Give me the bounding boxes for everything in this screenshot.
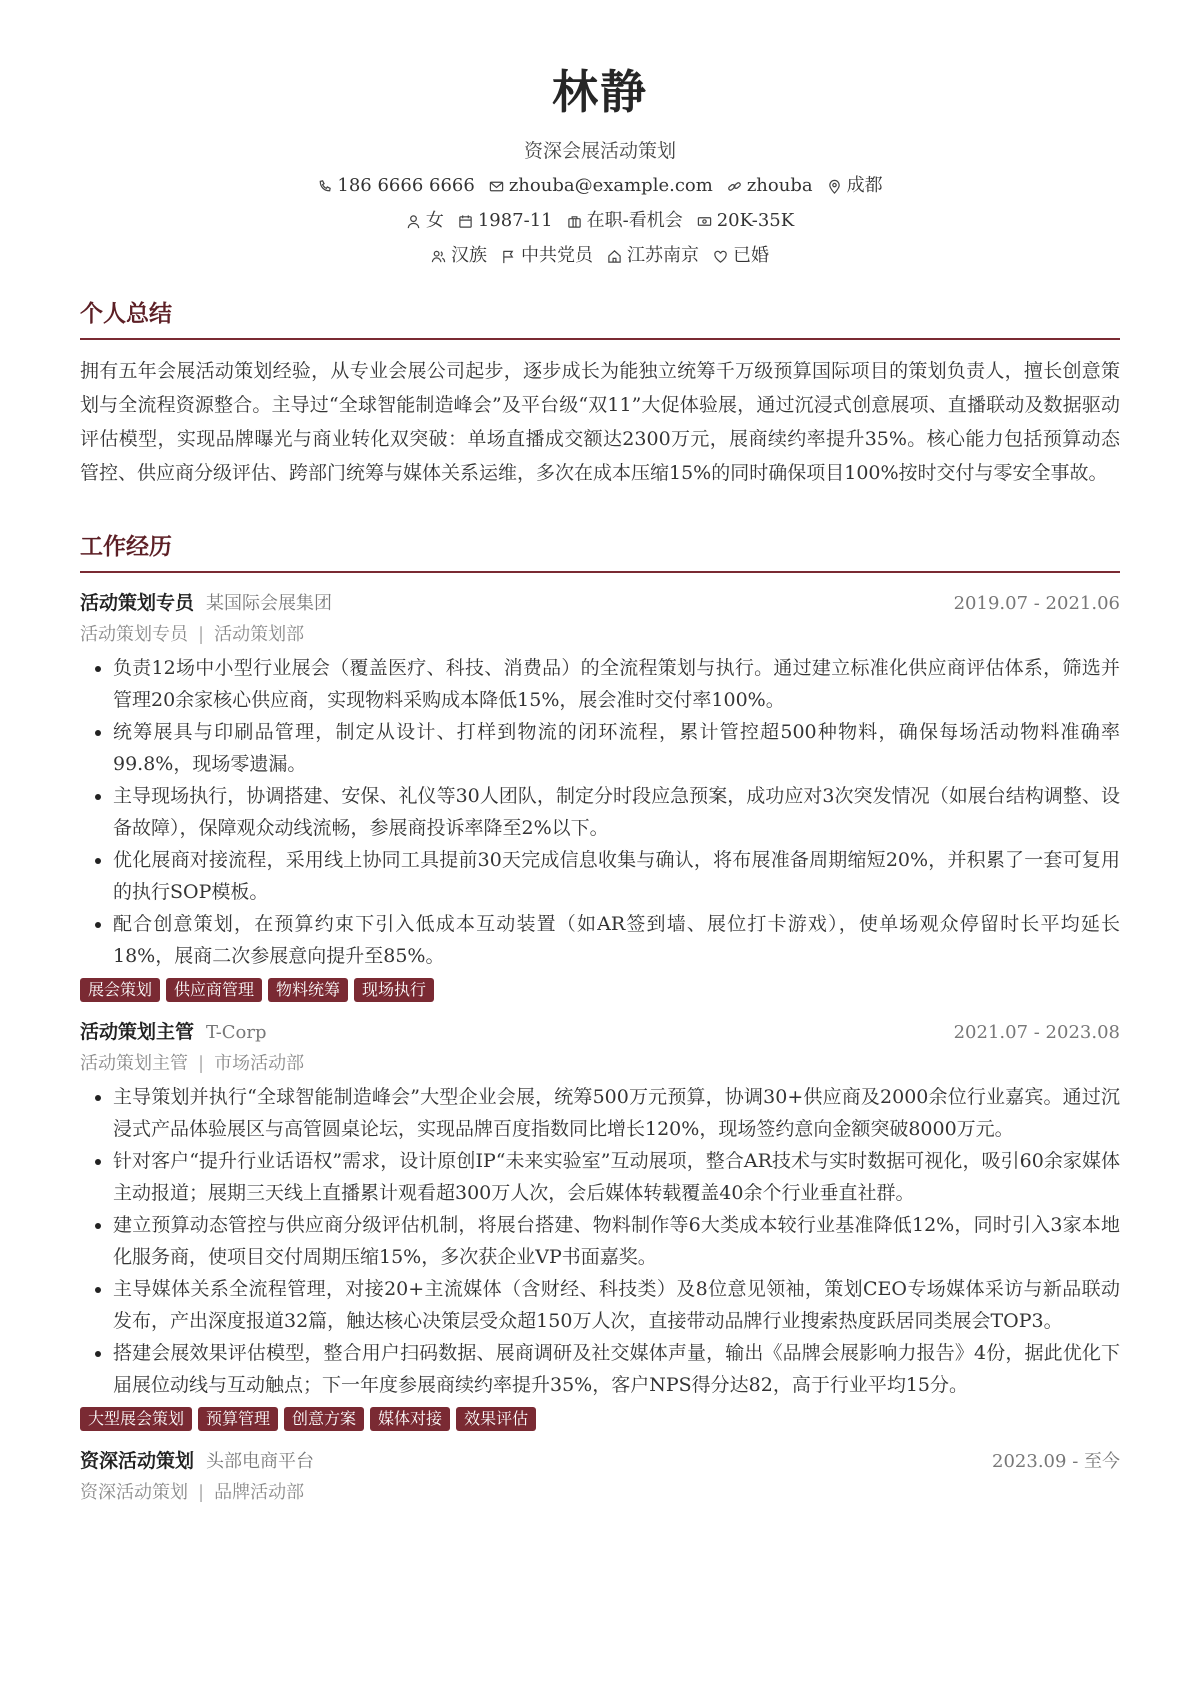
skill-tag: 预算管理 xyxy=(198,1407,278,1431)
resume-header xyxy=(80,0,1120,269)
job-department: 活动策划部 xyxy=(214,624,305,645)
flag-icon xyxy=(501,249,516,264)
heart-icon xyxy=(713,249,728,264)
people-icon xyxy=(431,249,446,264)
job-bullets xyxy=(80,1081,1120,1401)
job-title: 资深活动策划 xyxy=(80,1450,195,1472)
summary-heading: 个人总结 xyxy=(80,299,1120,340)
salary-text: 20K-35K xyxy=(716,210,795,231)
status-item xyxy=(567,208,683,234)
marital-text: 已婚 xyxy=(733,245,769,266)
link-icon xyxy=(727,179,742,194)
work-heading: 工作经历 xyxy=(80,532,1120,573)
status-text: 在职-看机会 xyxy=(586,210,683,231)
skill-tag: 展会策划 xyxy=(80,978,160,1002)
job-department: 品牌活动部 xyxy=(214,1482,305,1503)
job-subtitle xyxy=(80,1478,1120,1508)
candidate-title: 资深会展活动策划 xyxy=(523,140,676,162)
city-text: 成都 xyxy=(846,175,883,196)
email-item xyxy=(489,173,713,199)
job-entry xyxy=(80,1016,1120,1431)
work-section xyxy=(80,532,1120,1508)
skill-tag: 创意方案 xyxy=(284,1407,364,1431)
company-name: 某国际会展集团 xyxy=(206,593,333,614)
skill-tags xyxy=(80,978,1120,1002)
bullet-item: • 建立预算动态管控与供应商分级评估机制，将展台搭建、物料制作等6大类成本较行业基准降低12%，同时引入3家本地化服务商，使项目交付周期压缩15%，多次获企业VP书面嘉奖。 xyxy=(113,1209,1120,1273)
bullet-item: • 配合创意策划，在预算约束下引入低成本互动装置（如AR签到墙、展位打卡游戏），使单场观众停留时长平均延长18%，展商二次参展意向提升至85%。 xyxy=(113,908,1120,972)
personal-line xyxy=(80,208,1120,234)
birth-text: 1987-11 xyxy=(477,210,553,231)
bullet-item: • 搭建会展效果评估模型，整合用户扫码数据、展商调研及社交媒体声量，输出《品牌会展影响力报告》4份，据此优化下届展位动线与互动触点；下一年度参展商续约率提升35%，客户NPS得分达82，高于行业平均15分。 xyxy=(113,1337,1120,1401)
separator: | xyxy=(198,624,205,645)
job-title: 活动策划专员 xyxy=(80,592,195,614)
bullet-item: • 主导现场执行，协调搭建、安保、礼仪等30人团队，制定分时段应急预案，成功应对3次突发情况（如展台结构调整、设备故障），保障观众动线流畅，参展商投诉率降至2%以下。 xyxy=(113,780,1120,844)
bullet-item: • 负责12场中小型行业展会（覆盖医疗、科技、消费品）的全流程策划与执行。通过建立标准化供应商评估体系，筛选并管理20余家核心供应商，实现物料采购成本降低15%，展会准时交付率100%。 xyxy=(113,652,1120,716)
summary-section xyxy=(80,299,1120,490)
birth-item xyxy=(458,208,553,234)
separator: | xyxy=(198,1482,205,1503)
email-text: zhouba@example.com xyxy=(508,175,713,196)
ethnicity-item xyxy=(431,243,487,269)
city-item xyxy=(827,173,883,199)
gender-item xyxy=(406,208,444,234)
skill-tag: 物料统筹 xyxy=(268,978,348,1002)
mail-icon xyxy=(489,179,504,194)
home-icon xyxy=(607,249,622,264)
phone-item xyxy=(317,173,474,199)
skill-tags xyxy=(80,1407,1120,1431)
job-header xyxy=(80,587,1120,620)
summary-text: 拥有五年会展活动策划经验，从专业会展公司起步，逐步成长为能独立统筹千万级预算国际项目的策划负责人，擅长创意策划与全流程资源整合。主导过“全球智能制造峰会”及平台级“双11”大促体验展，通过沉浸式创意展项、直播联动及数据驱动评估模型，实现品牌曝光与商业转化双突破：单场直播成交额达2300万元，展商续约率提升35%。核心能力包括预算动态管控、供应商分级评估、跨部门统筹与媒体关系运维，多次在成本压缩15%的同时确保项目100%按时交付与零安全事故。 xyxy=(80,360,1120,484)
job-title: 活动策划主管 xyxy=(80,1021,195,1043)
candidate-name: 林静 xyxy=(552,65,648,119)
skill-tag: 媒体对接 xyxy=(370,1407,450,1431)
location-icon xyxy=(827,179,842,194)
skill-tag: 现场执行 xyxy=(354,978,434,1002)
job-header xyxy=(80,1016,1120,1049)
job-subtitle xyxy=(80,1049,1120,1079)
hometown-text: 江苏南京 xyxy=(627,245,699,266)
politics-text: 中共党员 xyxy=(521,245,593,266)
bullet-item: • 针对客户“提升行业话语权”需求，设计原创IP“未来实验室”互动展项，整合AR技术与实时数据可视化，吸引60余家媒体主动报道；展期三天线上直播累计观看超300万人次，会后媒体转载覆盖40余个行业垂直社群。 xyxy=(113,1145,1120,1209)
job-entry xyxy=(80,587,1120,1002)
briefcase-icon xyxy=(567,214,582,229)
user-icon xyxy=(406,214,421,229)
job-department: 市场活动部 xyxy=(214,1053,305,1074)
job-dates: 2021.07 - 2023.08 xyxy=(953,1022,1120,1043)
hometown-item xyxy=(607,243,699,269)
job-header xyxy=(80,1445,1120,1478)
company-name: 头部电商平台 xyxy=(206,1451,315,1472)
skill-tag: 大型展会策划 xyxy=(80,1407,192,1431)
job-role: 活动策划专员 xyxy=(80,624,188,645)
job-entry xyxy=(80,1445,1120,1508)
skill-tag: 效果评估 xyxy=(456,1407,536,1431)
bullet-item: • 主导策划并执行“全球智能制造峰会”大型企业会展，统筹500万元预算，协调30+供应商及2000余位行业嘉宾。通过沉浸式产品体验展区与高管圆桌论坛，实现品牌百度指数同比增长120%，现场签约意向金额突破8000万元。 xyxy=(113,1081,1120,1145)
money-icon xyxy=(697,214,712,229)
politics-item xyxy=(501,243,593,269)
phone-text: 186 6666 6666 xyxy=(337,175,475,196)
extra-line xyxy=(80,243,1120,269)
marital-item xyxy=(713,243,769,269)
contact-line xyxy=(80,173,1120,199)
bullet-item: • 统筹展具与印刷品管理，制定从设计、打样到物流的闭环流程，累计管控超500种物料，确保每场活动物料准确率99.8%，现场零遗漏。 xyxy=(113,716,1120,780)
separator: | xyxy=(198,1053,205,1074)
gender-text: 女 xyxy=(425,210,444,231)
skill-tag: 供应商管理 xyxy=(166,978,262,1002)
bullet-item: • 主导媒体关系全流程管理，对接20+主流媒体（含财经、科技类）及8位意见领袖，策划CEO专场媒体采访与新品联动发布，产出深度报道32篇，触达核心决策层受众超150万人次，直接带动品牌行业搜索热度跃居同类展会TOP3。 xyxy=(113,1273,1120,1337)
salary-item xyxy=(697,208,794,234)
job-subtitle xyxy=(80,620,1120,650)
wechat-text: zhouba xyxy=(746,175,813,196)
job-bullets xyxy=(80,652,1120,972)
phone-icon xyxy=(317,179,332,194)
job-role: 活动策划主管 xyxy=(80,1053,188,1074)
job-dates: 2023.09 - 至今 xyxy=(992,1451,1120,1472)
bullet-item: • 优化展商对接流程，采用线上协同工具提前30天完成信息收集与确认，将布展准备周期缩短20%，并积累了一套可复用的执行SOP模板。 xyxy=(113,844,1120,908)
ethnicity-text: 汉族 xyxy=(451,245,487,266)
job-dates: 2019.07 - 2021.06 xyxy=(953,593,1120,614)
wechat-item xyxy=(727,173,813,199)
job-role: 资深活动策划 xyxy=(80,1482,188,1503)
calendar-icon xyxy=(458,214,473,229)
company-name: T-Corp xyxy=(206,1022,267,1043)
